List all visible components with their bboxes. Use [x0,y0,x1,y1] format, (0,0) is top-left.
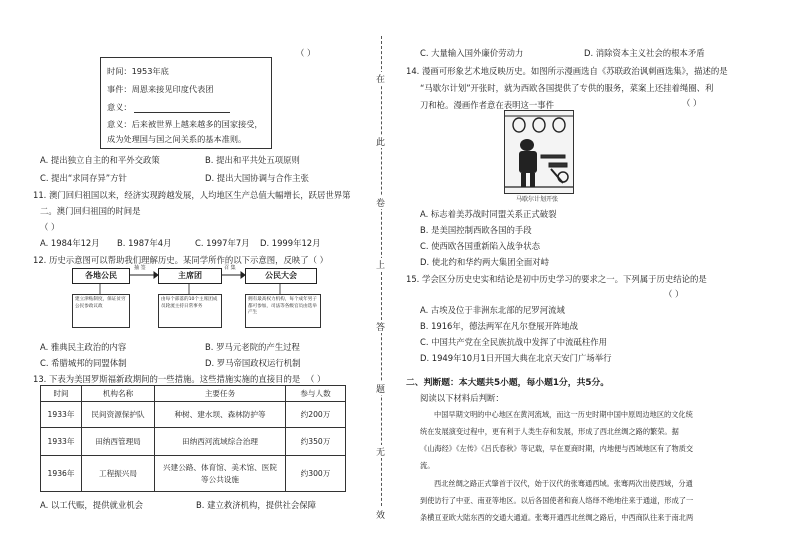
card-significance-2: 成为处理国与国之间关系的基本准则。 [107,134,247,144]
table-row [41,402,346,428]
q10-option-a: A. 提出独立自主的和平外交政策 [40,155,160,165]
q13-option-c: C. 大量输入国外廉价劳动力 [420,48,524,58]
binding-char: 题 [376,382,385,395]
card-significance-1: 意义：后来被世界上越来越多的国家接受， [107,119,263,129]
binding-char: 上 [376,258,385,271]
q11-stem-line1: 11. 澳门回归祖国以来，经济实现跨越发展，人均地区生产总值大幅增长，跃居世界第 [33,190,351,200]
cartoon-caption: 马歇尔计划开张 [516,196,559,203]
q10-option-b: B. 提出和平共处五项原则 [205,155,300,165]
binding-char: 无 [376,445,385,458]
passage-line: 流。 [420,461,435,470]
q14-option-b: B. 是美国控制西欧各国的手段 [420,225,532,235]
flow-arrow-label-lottery: 抽 签 [134,265,146,271]
flow-arrow-2 [222,272,245,278]
q10-option-d: D. 提出大国协调与合作主张 [205,173,309,183]
table-header-row [41,386,346,402]
q11-option-c: C. 1997年7月 [195,238,250,248]
q13-option-b: B. 建立救济机构，提供社会保障 [196,500,316,510]
flow-box-citizens: 各地公民 [72,268,130,284]
table-cell: 约200万 [286,402,346,428]
section-2-intro: 阅读以下材料后判断： [420,393,504,403]
q12-stem: 12. 历史示意图可以帮助我们理解历史。某同学所作的以下示意图，反映了（ ） [33,255,329,265]
passage-line: 中国早期文明的中心地区在黄河流域，而这一历史时期中国中原周边地区的文化统 [434,410,693,419]
flow-note-subsidy: 建立津贴制度，保证贫穷公民参政议政 [72,294,130,328]
flow-note-rotation: 由每个部落的10个主席团成员轮流主持日常事务 [158,294,222,328]
cartoon-figure [519,139,537,187]
flow-connectors [100,283,280,294]
table-cell: 工程振兴局 [82,456,155,492]
q11-option-b: B. 1987年4月 [117,238,172,248]
binding-char: 卷 [376,196,385,209]
q11-stem-line2: 二。澳门回归祖国的时间是 [40,206,141,216]
table-cell: 约300万 [286,456,346,492]
card-time: 时间：1953年底 [107,66,169,76]
q14-option-a: A. 标志着美苏战时同盟关系正式破裂 [420,209,557,219]
cartoon-illustration [505,111,573,193]
table-cell: 兴建公路、体育馆、美术馆、医院等公共设施 [155,456,286,492]
binding-char: 答 [376,320,385,333]
q12-option-c: C. 希腊城邦的同盟体制 [40,358,127,368]
right-column [396,0,794,560]
q14-option-d: D. 使北约和华约两大集团全面对峙 [420,257,550,267]
q11-answer-paren: （ ） [40,222,60,232]
q13-stem: 13. 下表为美国罗斯福新政期间的一些措施。这些措施实施的直接目的是 [33,374,301,384]
q10-answer-paren: （ ） [296,48,316,58]
q15-option-d: D. 1949年10月1日开国大典在北京天安门广场举行 [420,353,612,363]
binding-char: 此 [376,135,385,148]
left-column [0,0,360,560]
q15-option-c: C. 中国共产党在全民族抗战中发挥了中流砥柱作用 [420,337,608,347]
q13-option-a: A. 以工代赈，提供就业机会 [40,500,144,510]
q12-option-a: A. 雅典民主政治的内容 [40,342,127,352]
card-meaning-label: 意义： [107,102,132,112]
q12-option-b: B. 罗马元老院的产生过程 [205,342,300,352]
binding-margin [370,0,394,560]
flow-box-presidium: 主席团 [158,268,222,284]
binding-dashed-line [381,36,382,516]
binding-char: 在 [376,72,385,85]
q10-option-c: C. 提出“求同存异”方针 [40,173,127,183]
q11-option-a: A. 1984年12月 [40,238,100,248]
flow-arrow-1 [130,272,158,278]
table-cell: 田纳西河流域综合治理 [155,428,286,456]
table-cell: 民间资源保护队 [82,402,155,428]
table-row [41,428,346,456]
q14-stem-line1: 14. 漫画可形象艺术地反映历史。如图所示漫画选自《苏联政治讽刺画选集》，描述的是 [406,66,728,76]
q14-answer-paren: （ ） [682,98,702,108]
q14-stem-line3: 刀和枪。漫画作者意在表明这一事件 [420,100,554,110]
binding-char: 效 [376,508,385,521]
passage-line: 到使访行了中亚、南亚等地区。以后各国使者和商人络绎不绝地往来于通道，形成了一 [420,496,694,505]
flow-arrow-label-convene: 召 集 [224,265,236,271]
table-cell: 1933年 [41,402,82,428]
passage-line: 条横亘亚欧大陆东西的交通大通道。张骞开通西北丝绸之路后，中西商队往来于南北两 [420,513,694,522]
q15-stem: 15. 学会区分历史史实和结论是初中历史学习的要求之一。下列属于历史结论的是 [406,274,707,284]
q13-answer-paren: （ ） [306,374,326,384]
table-row [41,456,346,492]
table-cell: 约350万 [286,428,346,456]
table-header-cell: 主要任务 [155,386,286,402]
q15-option-b: B. 1916年，德法两军在凡尔登展开阵地战 [420,321,579,331]
section-2-header: 二、判断题：本大题共5小题，每小题1分，共5分。 [406,378,610,388]
table-cell: 1936年 [41,456,82,492]
passage-line: 《山海经》《左传》《吕氏春秋》等记载，早在夏商时期，内地便与西域地区有了物质交 [420,444,694,453]
q10-info-card [100,57,272,149]
cartoon-hanging-nooses [505,116,573,132]
cartoon-knife-and-gun [541,155,568,183]
table-cell: 种树、建水坝、森林防护等 [155,402,286,428]
q14-option-c: C. 使西欧各国重新陷入战争状态 [420,241,541,251]
table-cell: 1933年 [41,428,82,456]
marshall-plan-cartoon [504,110,574,194]
answer-blank-line [134,103,230,113]
flow-note-power: 拥有最高权力机构，每个成年男子都可参加，司法等各级官员由选举产生 [245,294,321,328]
table-cell: 田纳西管理局 [82,428,155,456]
passage-line: 统在发展演变过程中，更有利于人类生存和发展，形成了西北丝绸之路的繁荣。据 [420,427,679,436]
q11-option-d: D. 1999年12月 [260,238,321,248]
q12-flow-diagram [40,264,350,336]
card-event: 事件：周恩来接见印度代表团 [107,84,214,94]
table-header-cell: 机构名称 [82,386,155,402]
table-header-cell: 参与人数 [286,386,346,402]
q14-stem-line2: “马歇尔计划”开张时，就为西欧各国提供了专供的服务，菜案上还挂着绳圈、利 [420,83,714,93]
q15-option-a: A. 古埃及位于非洲东北部的尼罗河流域 [420,305,565,315]
table-header-cell: 时间 [41,386,82,402]
passage-line: 西北丝绸之路正式肇首于汉代，始于汉代的张骞通西域。张骞两次出使西域，分通 [434,479,693,488]
q13-option-d: D. 消除资本主义社会的根本矛盾 [584,48,705,58]
q12-option-d: D. 罗马帝国政权运行机制 [205,358,301,368]
flow-box-assembly: 公民大会 [245,268,317,284]
card-meaning-blank [107,102,230,113]
q13-table [40,385,346,492]
q15-answer-paren: （ ） [664,289,684,299]
